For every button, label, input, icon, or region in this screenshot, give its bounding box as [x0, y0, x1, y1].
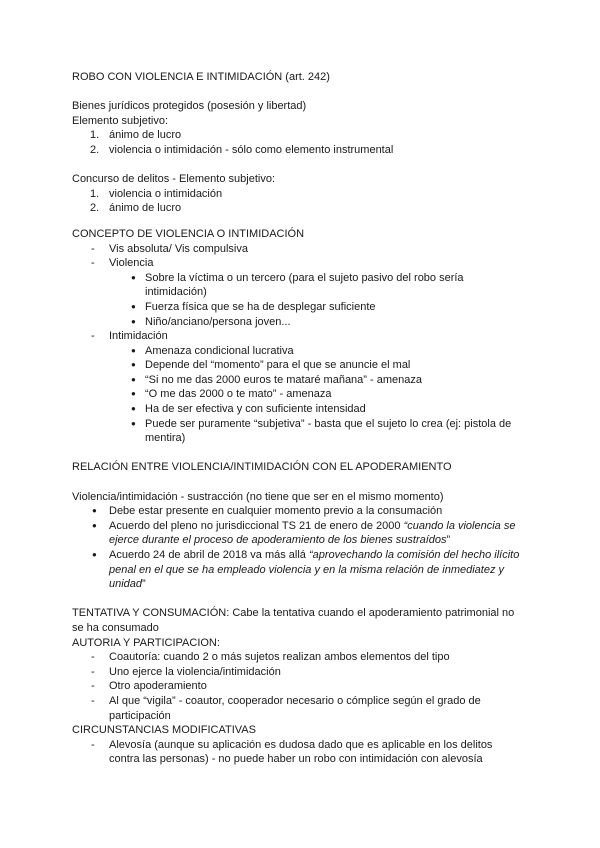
- list-item-continuation: participación: [109, 709, 171, 722]
- list-item: 2. ánimo de lucro: [90, 202, 182, 215]
- list-item: ● Puede ser puramente “subjetiva” - basta que el sujeto lo crea (ej: pistola de: [131, 417, 512, 430]
- autoria-heading: AUTORIA Y PARTICIPACION:: [72, 636, 220, 649]
- tentativa-line: se ha consumado: [72, 621, 159, 634]
- list-item: ● Niño/anciano/persona joven...: [131, 315, 291, 328]
- list-item-continuation: mentira): [145, 432, 186, 445]
- list-item: - Violencia: [91, 257, 154, 270]
- list-item: ● Debe estar presente en cualquier momento previo a la consumación: [92, 505, 443, 518]
- list-item: - Coautoría: cuando 2 o más sujetos realizan ambos elementos del tipo: [91, 651, 450, 664]
- list-item: ● Acuerdo del pleno no jurisdiccional TS 21 de enero de 2000 “cuando la violencia se: [92, 519, 516, 532]
- list-item: 1. ánimo de lucro: [90, 129, 182, 142]
- circunstancias-heading: CIRCUNSTANCIAS MODIFICATIVAS: [72, 724, 256, 737]
- list-item-continuation: unidad”: [109, 578, 146, 591]
- list-item: - Vis absoluta/ Vis compulsiva: [91, 242, 248, 255]
- list-item: ● Ha de ser efectiva y con suficiente intensidad: [131, 403, 366, 416]
- list-item: ● Fuerza física que se ha de desplegar suficiente: [131, 300, 376, 313]
- concepto-heading: CONCEPTO DE VIOLENCIA O INTIMIDACIÓN: [72, 227, 305, 240]
- list-item: - Al que “vigila” - coautor, cooperador necesario o cómplice según el grado de: [91, 694, 481, 707]
- list-item-continuation: contra las personas) - no puede haber un robo con intimidación con alevosía: [109, 753, 483, 766]
- tentativa-line: TENTATIVA Y CONSUMACIÓN: Cabe la tentativa cuando el apoderamiento patrimonial no: [72, 607, 515, 620]
- list-item: 1. violencia o intimidación: [90, 187, 223, 200]
- list-item: ● “Si no me das 2000 euros te mataré mañana” - amenaza: [131, 373, 422, 386]
- concurso-label: Concurso de delitos - Elemento subjetivo:: [72, 173, 275, 186]
- list-item: ● Acuerdo 24 de abril de 2018 va más allá “aprovechando la comisión del hecho ilícito: [92, 549, 520, 561]
- list-item-continuation: penal en el que se ha empleado violencia y en la misma relación de inmediatez y: [109, 563, 505, 576]
- bienes-juridicos: Bienes jurídicos protegidos (posesión y libertad): [72, 100, 307, 113]
- list-item: - Alevosía (aunque su aplicación es dudosa dado que es aplicable en los delitos: [91, 738, 493, 751]
- list-item: - Otro apoderamiento: [91, 680, 207, 693]
- relacion-heading: RELACIÓN ENTRE VIOLENCIA/INTIMIDACIÓN CON EL APODERAMIENTO: [72, 461, 452, 474]
- list-item-continuation: intimidación): [145, 286, 207, 299]
- list-item: ● Depende del “momento” para el que se anuncie el mal: [131, 359, 411, 372]
- list-item: - Intimidación: [91, 330, 168, 343]
- document-title: ROBO CON VIOLENCIA E INTIMIDACIÓN (art. 242): [72, 71, 330, 83]
- relacion-subheading: Violencia/intimidación - sustracción (no tiene que ser en el mismo momento): [72, 490, 444, 503]
- list-item: - Uno ejerce la violencia/intimidación: [91, 665, 281, 678]
- elemento-subjetivo-label: Elemento subjetivo:: [72, 114, 168, 127]
- list-item: ● Sobre la víctima o un tercero (para el sujeto pasivo del robo sería: [131, 271, 464, 284]
- document-page: [72, 70, 532, 767]
- list-item: ● Amenaza condicional lucrativa: [131, 344, 294, 357]
- list-item: 2. violencia o intimidación - sólo como elemento instrumental: [90, 143, 394, 156]
- list-item-continuation: ejerce durante el proceso de apoderamiento de los bienes sustraídos”: [109, 534, 451, 547]
- list-item: ● “O me das 2000 o te mato” - amenaza: [131, 388, 332, 401]
